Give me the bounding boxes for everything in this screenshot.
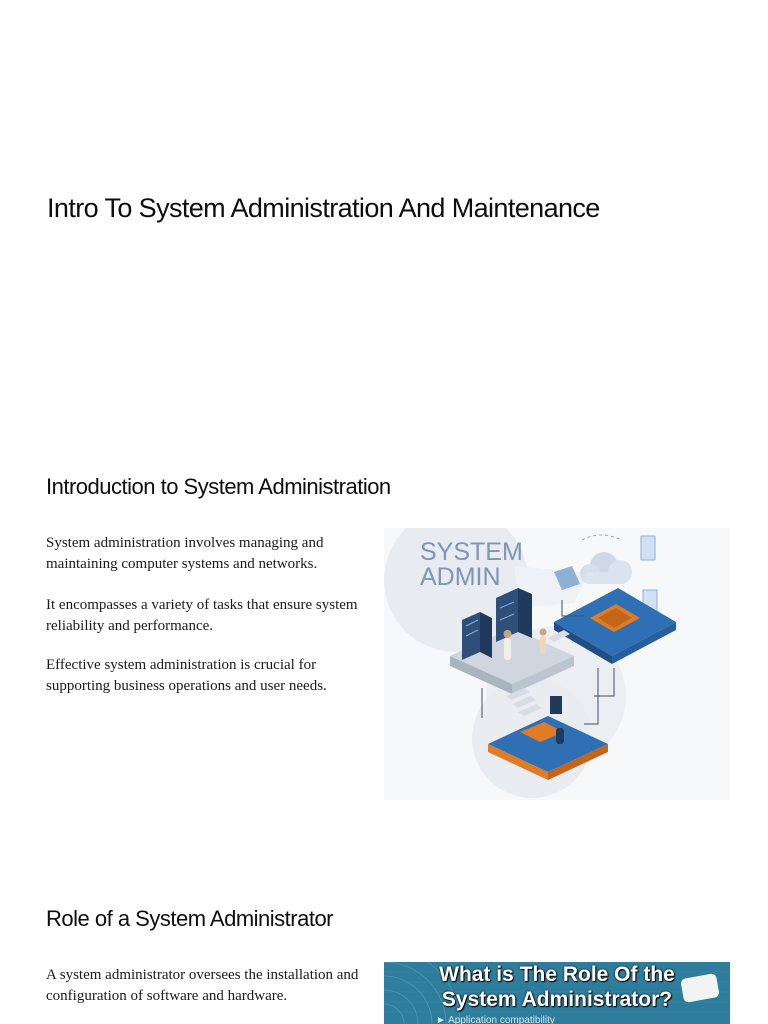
- banner-title-line1: What is The Role Of the: [439, 963, 675, 986]
- banner-title-line2: System Administrator?: [441, 988, 673, 1011]
- role-banner-image: [384, 962, 730, 1024]
- section-heading-introduction: Introduction to System Administration: [46, 474, 391, 499]
- document-icon: [641, 536, 657, 614]
- section-heading-role: Role of a System Administrator: [46, 906, 334, 931]
- paragraph: A system administrator oversees the installation and configuration of software and hardware.: [46, 967, 359, 1004]
- document-title: Intro To System Administration And Maintenance: [47, 193, 600, 223]
- paragraph: System administration involves managing and maintaining computer systems and networks.: [46, 535, 324, 572]
- banner-subtext: ► Application compatibility: [436, 1015, 555, 1024]
- paragraph: Effective system administration is crucial for supporting business operations and user needs.: [46, 657, 327, 694]
- system-admin-illustration: [384, 528, 730, 800]
- cloud-icon: [580, 535, 632, 584]
- paragraph: It encompasses a variety of tasks that ensure system reliability and performance.: [46, 597, 358, 634]
- logo-text-line1: SYSTEM: [420, 538, 523, 566]
- logo-text-line2: ADMIN: [420, 563, 501, 591]
